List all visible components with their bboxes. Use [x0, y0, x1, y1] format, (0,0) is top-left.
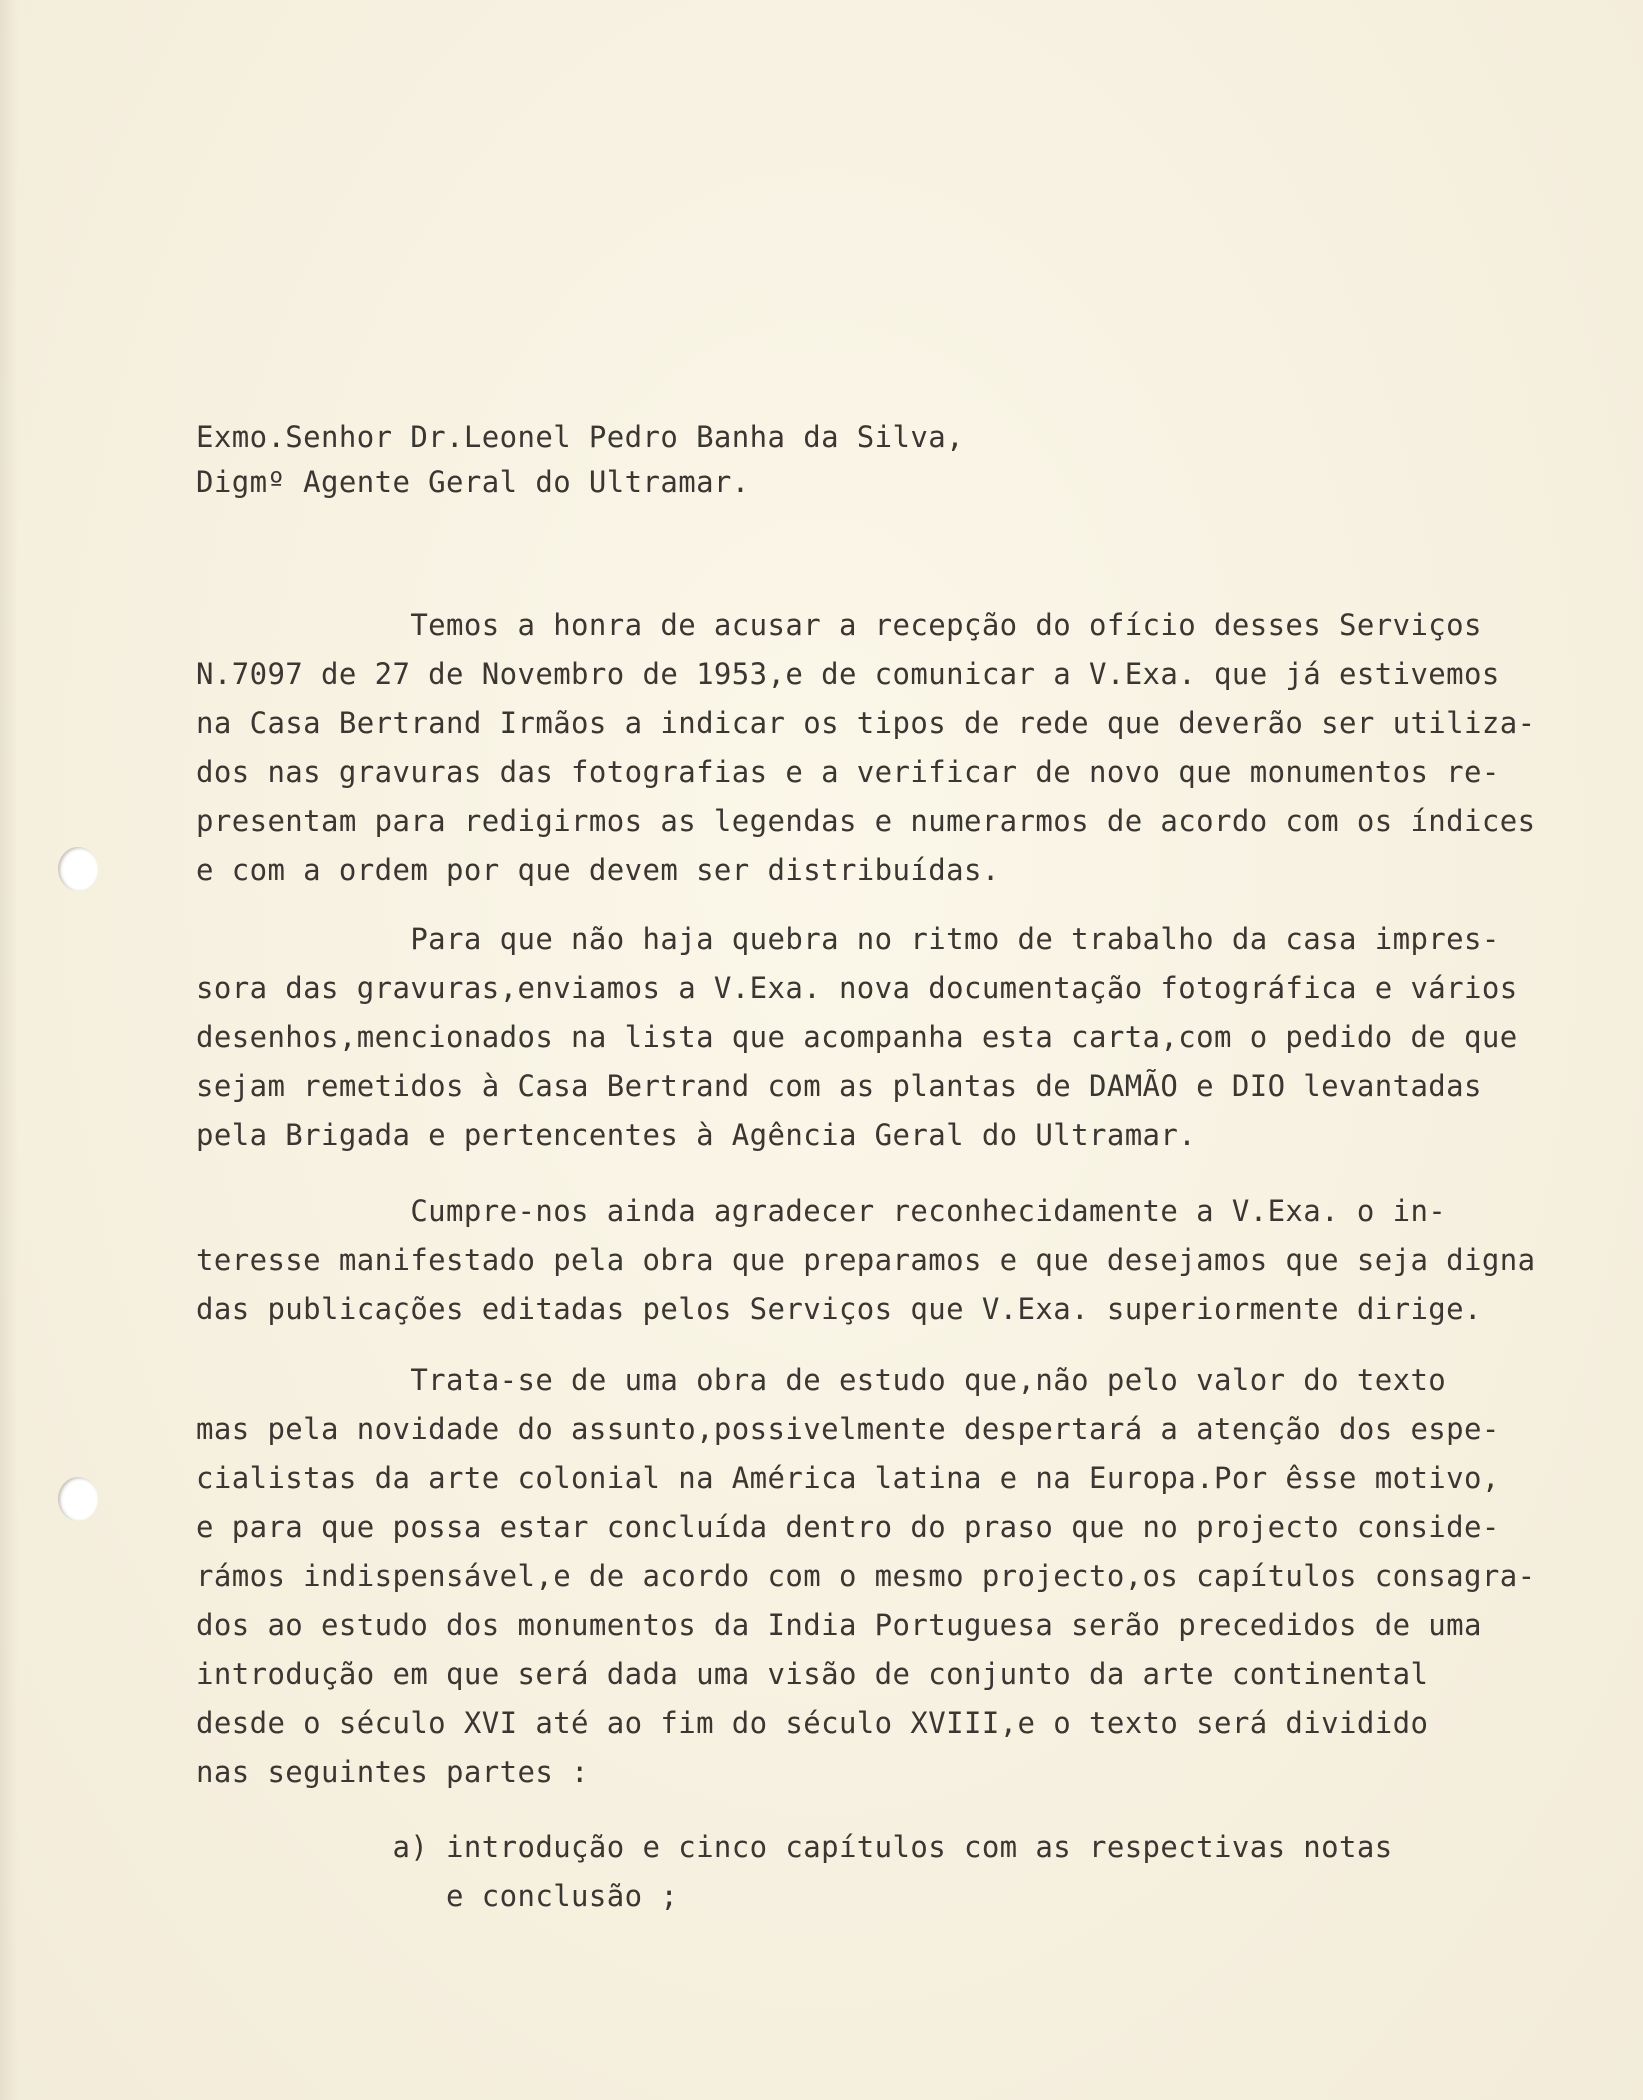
punch-hole: [58, 847, 98, 891]
punch-hole: [58, 1477, 98, 1521]
addressee-line: Digmº Agente Geral do Ultramar.: [196, 465, 750, 499]
text-line: presentam para redigirmos as legendas e numerarmos de acordo com os índices: [196, 804, 1536, 838]
text-line: e conclusão ;: [196, 1879, 679, 1913]
paragraph-thanks: [196, 1187, 1535, 1334]
paragraph-documentation: [196, 915, 1518, 1160]
text-line: dos nas gravuras das fotografias e a verificar de novo que monumentos re-: [196, 755, 1500, 789]
paragraph-reception: [196, 601, 1535, 895]
text-line: na Casa Bertrand Irmãos a indicar os tipos de rede que deverão ser utiliza-: [196, 706, 1536, 740]
text-line: cialistas da arte colonial na América latina e na Europa.Por êsse motivo,: [196, 1461, 1500, 1495]
addressee-line: Exmo.Senhor Dr.Leonel Pedro Banha da Silva,: [196, 420, 964, 454]
text-line: sejam remetidos à Casa Bertrand com as plantas de DAMÃO e DIO levantadas: [196, 1069, 1482, 1103]
text-line: desenhos,mencionados na lista que acompanha esta carta,com o pedido de que: [196, 1020, 1518, 1054]
text-line: das publicações editadas pelos Serviços que V.Exa. superiormente dirige.: [196, 1292, 1482, 1326]
text-line: Para que não haja quebra no ritmo de trabalho da casa impres-: [196, 922, 1500, 956]
text-line: teresse manifestado pela obra que preparamos e que desejamos que seja digna: [196, 1243, 1536, 1277]
text-line: pela Brigada e pertencentes à Agência Geral do Ultramar.: [196, 1118, 1197, 1152]
text-line: e com a ordem por que devem ser distribuídas.: [196, 853, 1000, 887]
addressee-block: [196, 415, 1466, 505]
text-line: sora das gravuras,enviamos a V.Exa. nova documentação fotográfica e vários: [196, 971, 1518, 1005]
text-line: Temos a honra de acusar a recepção do ofício desses Serviços: [196, 608, 1482, 642]
text-line: desde o século XVI até ao fim do século XVIII,e o texto será dividido: [196, 1706, 1429, 1740]
text-line: rámos indispensável,e de acordo com o mesmo projecto,os capítulos consagra-: [196, 1559, 1536, 1593]
text-line: Trata-se de uma obra de estudo que,não pelo valor do texto: [196, 1363, 1447, 1397]
paragraph-study: [196, 1356, 1535, 1797]
text-line: Cumpre-nos ainda agradecer reconhecidamente a V.Exa. o in-: [196, 1194, 1447, 1228]
list-item: [196, 1823, 1393, 1921]
text-line: N.7097 de 27 de Novembro de 1953,e de comunicar a V.Exa. que já estivemos: [196, 657, 1500, 691]
text-line: e para que possa estar concluída dentro do praso que no projecto conside-: [196, 1510, 1500, 1544]
text-line: nas seguintes partes :: [196, 1755, 589, 1789]
text-line: mas pela novidade do assunto,possivelmente despertará a atenção dos espe-: [196, 1412, 1500, 1446]
text-line: introdução em que será dada uma visão de conjunto da arte continental: [196, 1657, 1429, 1691]
text-line: a) introdução e cinco capítulos com as respectivas notas: [196, 1830, 1393, 1864]
text-line: dos ao estudo dos monumentos da India Portuguesa serão precedidos de uma: [196, 1608, 1482, 1642]
